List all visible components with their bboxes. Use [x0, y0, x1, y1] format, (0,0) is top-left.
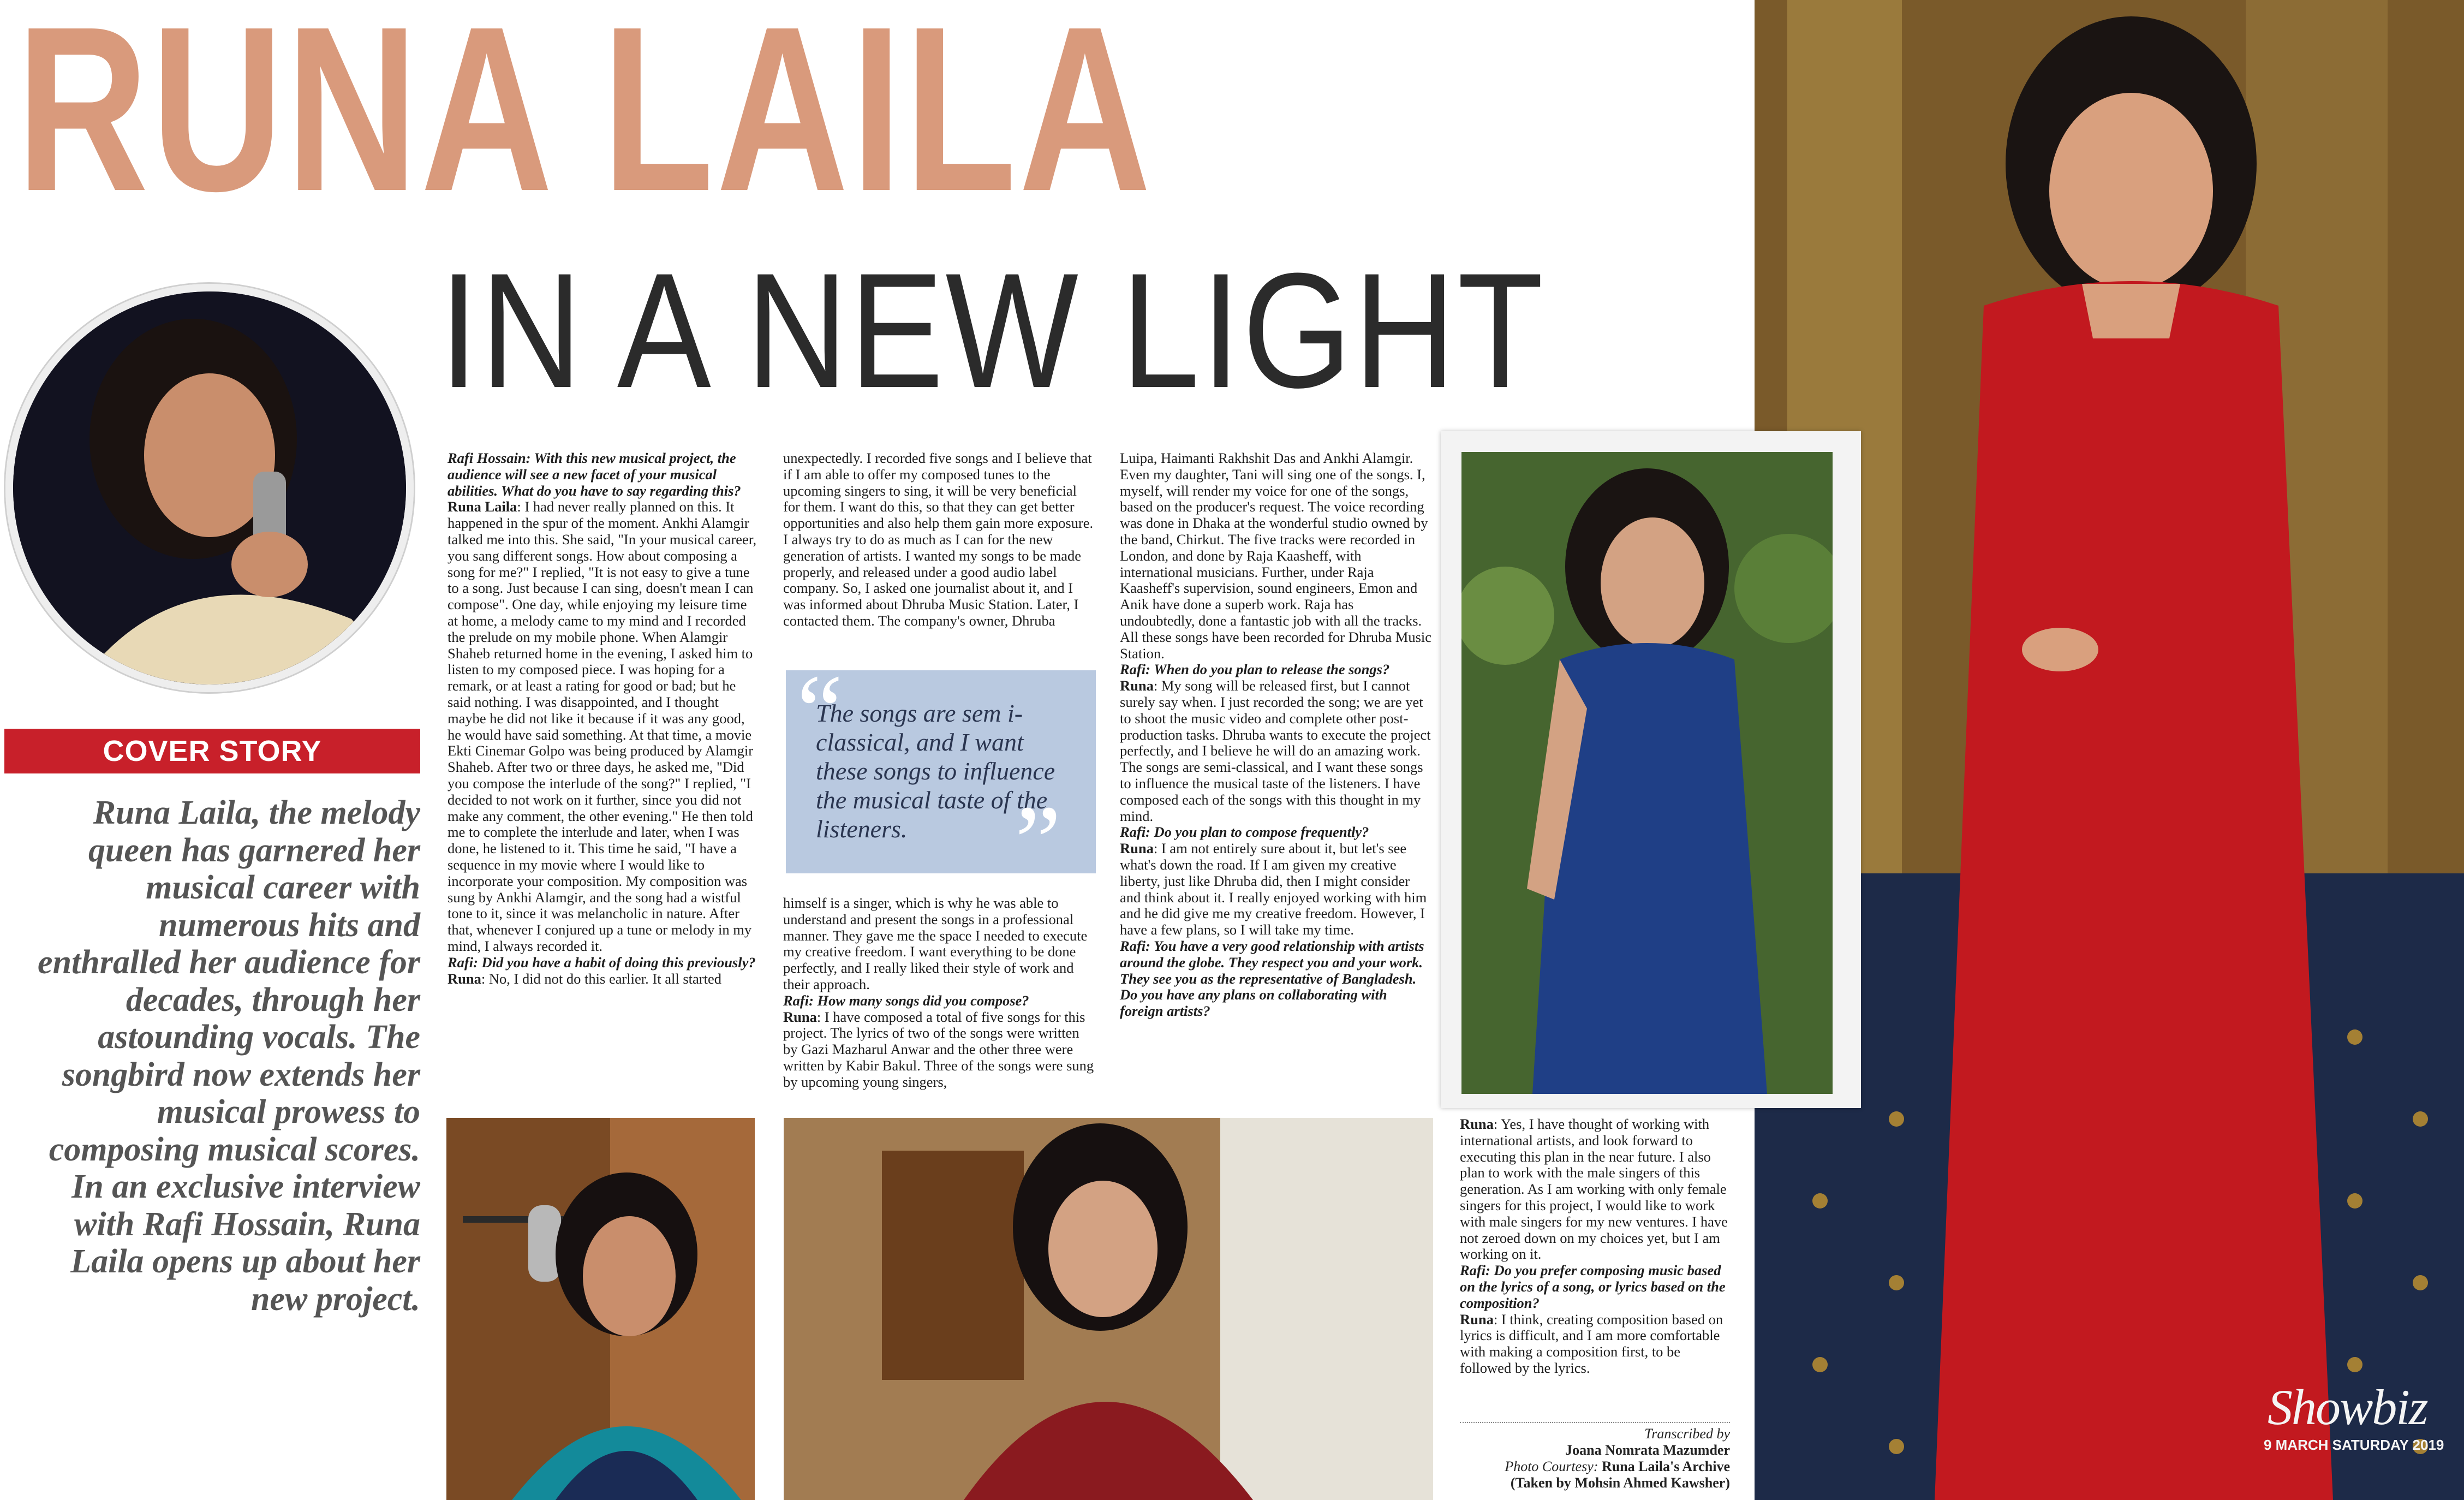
- intro-paragraph: Runa Laila, the melody queen has garnered her musical career with numerous hits and enthralled her audience for decades, through her astounding vocals. The songbird now extends her musical prowess to composing musical scores. In an exclusive interview with Rafi Hossain, Runa Laila opens up about her new project.: [38, 794, 420, 1318]
- question-2: Rafi: Did you have a habit of doing this previously?: [448, 954, 756, 971]
- article-column-2-bottom: [783, 895, 1097, 1091]
- circle-portrait-photo: [5, 284, 414, 692]
- circle-portrait-illustration: [13, 291, 406, 684]
- sofa-illustration: [784, 1118, 1433, 1500]
- question-6: Rafi: You have a very good relationship with artists around the globe. They respect you and your work. They see you as the representative of Bangladesh. Do you have any plans on collaborating with foreign artists?: [1120, 937, 1424, 1020]
- article-column-2-top: [783, 450, 1097, 629]
- answer-7: : I think, creating composition based on lyrics is difficult, and I am more comfortable with making a composition first, to be followed by the lyrics.: [1460, 1311, 1723, 1376]
- photo-taken-by: (Taken by Mohsin Ahmed Kawsher): [1510, 1475, 1730, 1491]
- answer-7-speaker: Runa: [1460, 1311, 1494, 1328]
- transcribed-label: Transcribed by: [1644, 1426, 1730, 1442]
- column-2-top-text: unexpectedly. I recorded five songs and I believe that if I am able to offer my composed tunes to the upcoming singers to sing, it will be very beneficial for them. I want do this, so that they can get better opportunities and also help them gain more exposure. I always try to do as much as I can for the new generation of artists. I wanted my songs to be made properly, and released under a good audio label company. So, I asked one journalist about it, and I was informed about Dhruba Music Station. Later, I contacted them. The company's owner, Dhruba: [783, 450, 1094, 629]
- photo-courtesy-source: Runa Laila's Archive: [1601, 1459, 1730, 1474]
- sofa-photo: [784, 1118, 1433, 1500]
- close-quote-icon: ”: [1015, 785, 1061, 900]
- answer-3-speaker: Runa: [783, 1008, 817, 1025]
- answer-6: : Yes, I have thought of working with international artists, and look forward to executing this plan in the near future. I also plan to work with the male singers of this generation. As I am working with only female singers for this project, I would like to work with male singers for my new ventures. I have not zeroed down on my choices yet, but I am working on it.: [1460, 1116, 1728, 1263]
- answer-6-speaker: Runa: [1460, 1116, 1494, 1132]
- open-quote-icon: “: [797, 654, 843, 769]
- column-3-top-text: Luipa, Haimanti Rakhshit Das and Ankhi Alamgir. Even my daughter, Tani will sing one of the songs. I, myself, will render my voice for one of the songs, based on the producer's request. The voice recording was done in Dhaka at the wonderful studio owned by the band, Chirkut. The five tracks were recorded in London, and done by Raja Kaasheff, with international musicians. Further, under Raja Kaasheff's supervision, sound engineers, Emon and Anik have done a superb work. Raja has undoubtedly, done a fantastic job with all the tracks. All these songs have been recorded for Dhruba Music Station.: [1120, 450, 1432, 662]
- answer-5: : I am not entirely sure about it, but let's see what's down the road. If I am given my creative liberty, just like Dhruba did, then I might consider and think about it. I really enjoyed working with him and he did give me my creative freedom. However, I have a few plans, so I will take my time.: [1120, 840, 1427, 938]
- headline-main: RUNA LAILA: [16, 0, 1154, 240]
- pull-quote-text: The songs are sem i-classical, and I want these songs to influence the musical taste of the listeners.: [816, 699, 1055, 843]
- question-3: Rafi: How many songs did you compose?: [783, 992, 1029, 1009]
- main-portrait-illustration: [1755, 0, 2464, 1500]
- answer-5-speaker: Runa: [1120, 840, 1154, 857]
- question-7: Rafi: Do you prefer composing music based on the lyrics of a song, or lyrics based on the composition?: [1460, 1262, 1726, 1311]
- showbiz-logo: Showbiz: [2268, 1379, 2427, 1435]
- blue-saree-illustration: [1461, 452, 1833, 1094]
- question-4: Rafi: When do you plan to release the songs?: [1120, 661, 1390, 678]
- photo-credits: [1460, 1426, 1730, 1491]
- question-1: Rafi Hossain: With this new musical project, the audience will see a new facet of your musical abilities. What do you have to say regarding this?: [448, 450, 741, 499]
- answer-2: : No, I did not do this earlier. It all started: [481, 970, 721, 987]
- credits-divider: [1460, 1422, 1730, 1423]
- answer-2-speaker: Runa: [448, 970, 481, 987]
- transcriber-name: Joana Nomrata Mazumder: [1565, 1442, 1730, 1458]
- blue-saree-photo: [1461, 452, 1833, 1094]
- answer-3: : I have composed a total of five songs for this project. The lyrics of two of the songs were written by Gazi Mazharul Anwar and the other three were written by Kabir Bakul. Three of the songs were sung by upcoming young singers,: [783, 1008, 1094, 1090]
- column-2-bottom-text: himself is a singer, which is why he was able to understand and present the songs in a professional manner. They gave me the space I needed to execute my creative freedom. I want everything to be done perfectly, and I really liked their style of work and their approach.: [783, 895, 1088, 992]
- answer-4-speaker: Runa: [1120, 677, 1154, 694]
- question-5: Rafi: Do you plan to compose frequently?: [1120, 824, 1369, 841]
- cover-story-label: COVER STORY: [4, 729, 420, 773]
- issue-date: 9 MARCH SATURDAY 2019: [2264, 1437, 2444, 1453]
- article-column-4: [1460, 1116, 1730, 1377]
- pull-quote-box: [786, 654, 1096, 900]
- studio-illustration: [446, 1118, 755, 1500]
- photo-courtesy-label: Photo Courtesy:: [1505, 1459, 1598, 1474]
- article-column-1: [448, 450, 759, 987]
- headline-sub: IN A NEW LIGHT: [439, 239, 1546, 422]
- article-column-3: [1120, 450, 1432, 1020]
- main-portrait-photo: [1755, 0, 2464, 1500]
- studio-photo: [446, 1118, 755, 1500]
- answer-1: : I had never really planned on this. It happened in the spur of the moment. Ankhi Alamgir talked me into this. She said, "In your musical career, you sang different songs. How about composing a song for me?" I replied, "It is not easy to give a tune to a song. Just because I can sing, doesn't mean I can compose". One day, while enjoying my leisure time at home, a melody came to my mind and I recorded the prelude on my mobile phone. When Alamgir Shaheb returned home in the evening, I asked him to listen to my composed piece. I was hoping for a remark, or at least a rating for good or bad; but he said nothing. I was disappointed, and I thought maybe he did not like it because if it was any good, he would have said something. At that time, a movie Ekti Cinemar Golpo was being produced by Alamgir Shaheb. After two or three days, he asked me, "Did you compose the interlude of the song?" I replied, "I decided to not work on it further, since you did not make any comment, the other evening." He then told me to complete the interlude and later, when I was done, he listened to it. This time he said, "I have a sequence in my movie where I would like to incorporate your composition. My composition was sung by Ankhi Alamgir, and the song had a wistful tone to it, since it was melancholic in nature. After that, whenever I conjured up a tune or melody in my mind, I always recorded it.: [448, 498, 757, 954]
- answer-1-speaker: Runa Laila: [448, 498, 517, 515]
- answer-4: : My song will be released first, but I cannot surely say when. I just recorded the song; we are yet to shoot the music video and complete other post-production tasks. Dhruba wants to execute the project perfectly, and I believe he will do an amazing work. The songs are semi-classical, and I want these songs to influence the musical taste of the listeners. I have composed each of the songs with this thought in my mind.: [1120, 677, 1431, 824]
